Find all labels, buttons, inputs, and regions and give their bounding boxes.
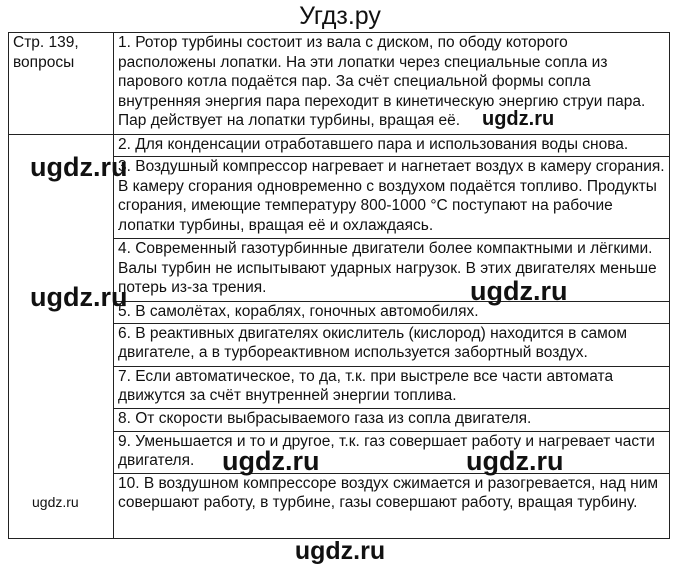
answer-7: 7. Если автоматическое, то да, т.к. при выстреле все части автомата движутся за счёт внутренней энергии топлива. (114, 366, 670, 408)
site-footer: ugdz.ru (294, 537, 386, 565)
watermark: ugdz.ru (466, 446, 564, 476)
table-row (9, 473, 670, 538)
label-cell-empty (9, 366, 114, 408)
watermark: ugdz.ru (32, 494, 79, 510)
answer-10: 10. В воздушном компрессоре воздух сжимается и разогревается, над ним совершают работу, в турбине, газы совершают работу, вращая турбину. (114, 473, 670, 538)
watermark: ugdz.ru (222, 446, 320, 476)
label-cell-empty (9, 431, 114, 473)
answer-5: 5. В самолётах, кораблях, гоночных автомобилях. (114, 302, 670, 324)
answer-1: 1. Ротор турбины состоит из вала с диском, по ободу которого расположены лопатки. На эти лопатки через специальные сопла из парового котла подаётся пар. За счёт специальной формы сопла внутренняя энергия пара переходит в кинетическую энергию струи пара. Пар действует на лопатки турбины, вращая её. (114, 33, 670, 135)
page-label-cell (9, 33, 114, 135)
answer-8: 8. От скорости выбрасываемого газа из сопла двигателя. (114, 408, 670, 431)
answer-4: 4. Современный газотурбинные двигатели более компактными и лёгкими. Валы турбин не испытывают ударных нагрузок. В этих двигателях меньше потерь из-за трения. (114, 239, 670, 302)
table-row (9, 431, 670, 473)
answer-3: 3. Воздушный компрессор нагревает и нагнетает воздух в камеру сгорания. В камеру сгорания одновременно с воздухом подаётся топливо. Продукты сгорания, имеющие температуру 800-1000 °C поступают на рабочие лопатки турбины, вращая её и охлаждаясь. (114, 157, 670, 239)
page-label: Стр. 139, вопросы (13, 34, 79, 71)
answer-2: 2. Для конденсации отработавшего пара и использования воды снова. (114, 135, 670, 157)
table-row (9, 33, 670, 135)
table-row (9, 408, 670, 431)
table-row (9, 366, 670, 408)
answer-9: 9. Уменьшается и то и другое, т.к. газ совершает работу и нагревает части двигателя. (114, 431, 670, 473)
watermark: ugdz.ru (482, 108, 555, 130)
watermark: ugdz.ru (30, 152, 128, 182)
answer-6: 6. В реактивных двигателях окислитель (кислород) находится в самом двигателе, а в турбореактивном используется забортный воздух. (114, 323, 670, 366)
label-cell-empty (9, 408, 114, 431)
site-header-title: Угдз.ру (299, 2, 381, 30)
table-row (9, 323, 670, 366)
watermark: ugdz.ru (470, 276, 568, 306)
label-cell-empty (9, 323, 114, 366)
watermark: ugdz.ru (30, 282, 128, 312)
